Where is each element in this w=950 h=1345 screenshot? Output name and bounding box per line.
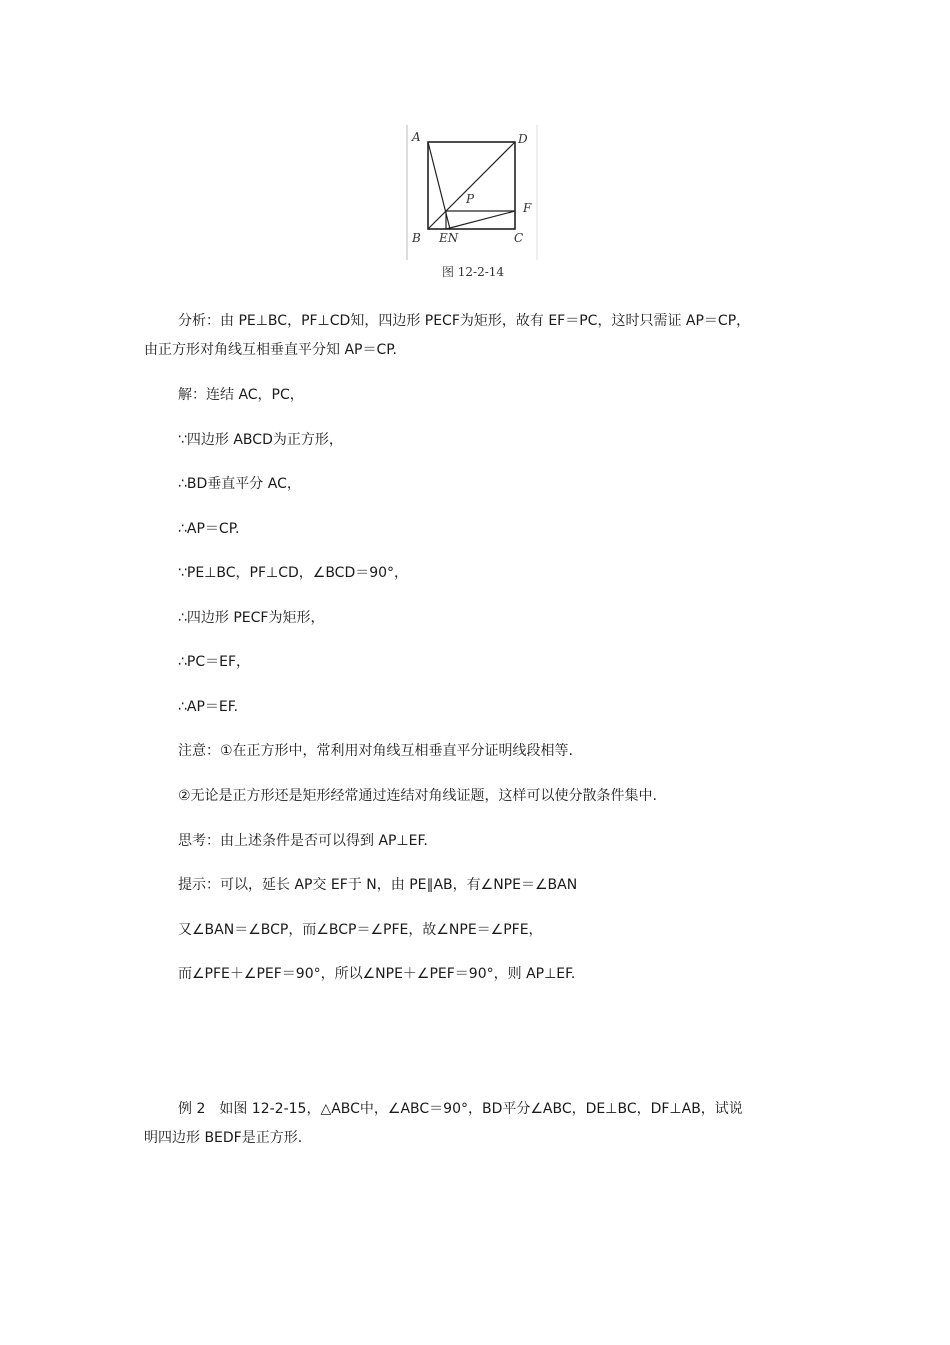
solution-line-2: ∵四边形 ABCD为正方形， <box>178 432 343 448</box>
note-line-1: 注意：①在正方形中，常利用对角线互相垂直平分证明线段相等. <box>178 743 573 759</box>
analysis-line-1: 分析：由 PE⊥BC，PF⊥CD知，四边形 PECF为矩形，故有 EF＝PC，这时只需证 AP＝CP， <box>178 313 751 329</box>
thinking-question: 思考：由上述条件是否可以得到 AP⊥EF. <box>178 833 428 849</box>
label-en: EN <box>439 231 459 245</box>
example2-line-1: 例 2 如图 12-2-15，△ABC中，∠ABC＝90°，BD平分∠ABC，DE⊥BC，DF⊥AB，试说 <box>178 1101 743 1117</box>
solution-line-3: ∴BD垂直平分 AC， <box>178 476 301 492</box>
solution-line-8: ∴AP＝EF. <box>178 699 239 715</box>
label-f: F <box>523 201 532 215</box>
solution-line-6: ∴四边形 PECF为矩形， <box>178 610 325 626</box>
label-b: B <box>412 231 421 245</box>
label-d: D <box>518 132 528 146</box>
diagonal-bd <box>428 142 515 229</box>
thinking-hint-1: 提示：可以，延长 AP交 EF于 N，由 PE∥AB，有∠NPE＝∠BAN <box>178 877 578 893</box>
example2-line-2: 明四边形 BEDF是正方形. <box>144 1130 303 1146</box>
thinking-hint-3: 而∠PFE＋∠PEF＝90°，所以∠NPE＋∠PEF＝90°，则 AP⊥EF. <box>178 966 576 982</box>
solution-line-1: 解：连结 AC，PC， <box>178 387 304 403</box>
figure-caption: 图 12-2-14 <box>441 265 505 279</box>
solution-line-4: ∴AP＝CP. <box>178 521 240 537</box>
label-a: A <box>412 130 421 144</box>
label-p: P <box>466 192 475 206</box>
analysis-line-2: 由正方形对角线互相垂直平分知 AP＝CP. <box>144 342 397 358</box>
segment-ef <box>446 211 515 229</box>
square-diagram <box>406 125 540 260</box>
label-c: C <box>514 231 524 245</box>
segment-an <box>428 142 450 229</box>
thinking-hint-2: 又∠BAN＝∠BCP，而∠BCP＝∠PFE，故∠NPE＝∠PFE， <box>178 922 543 938</box>
solution-line-5: ∵PE⊥BC，PF⊥CD，∠BCD＝90°， <box>178 565 409 581</box>
solution-line-7: ∴PC＝EF， <box>178 654 251 670</box>
note-line-2: ②无论是正方形还是矩形经常通过连结对角线证题，这样可以使分散条件集中. <box>178 788 657 804</box>
figure-12-2-14 <box>406 125 540 285</box>
